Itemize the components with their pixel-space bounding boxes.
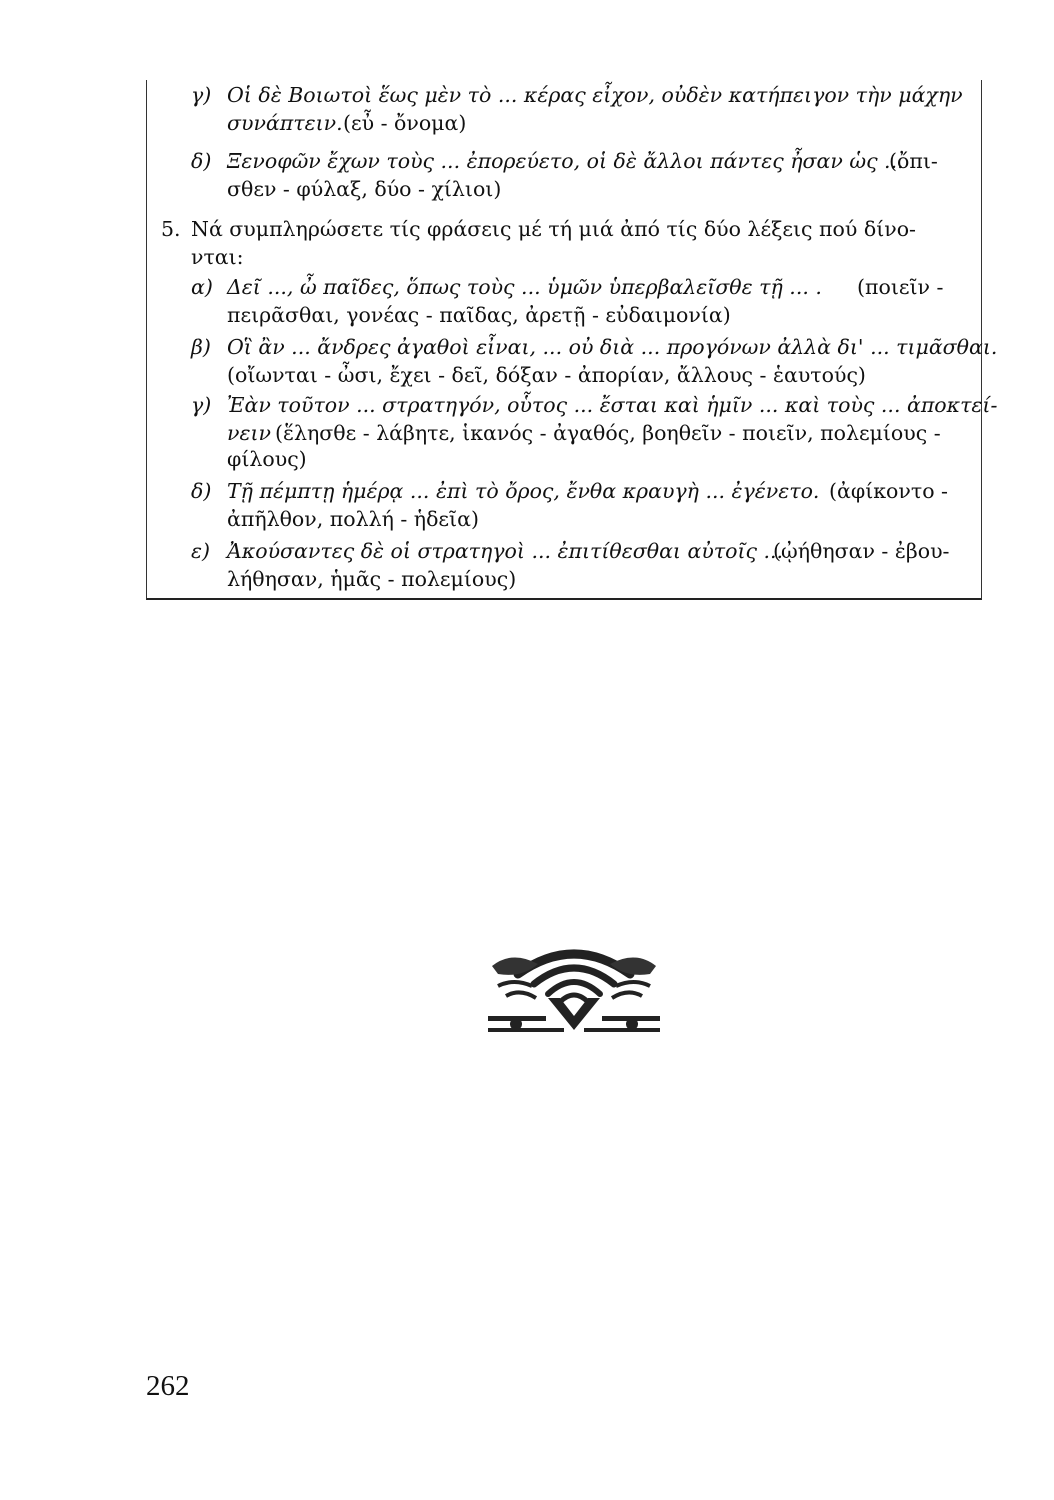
exercise-text: συνάπτειν. [227,111,343,135]
exercise-text: Ἀκούσαντες δὲ οἱ στρατηγοὶ ... ἐπιτίθεσθαι αὐτοῖς ... [227,539,784,563]
exercise-hint: (ἀφίκοντο - [829,479,948,503]
exercise-hint: λήθησαν, ἡμᾶς - πολεμίους) [227,567,517,591]
exercise-hint: πειρᾶσθαι, γονέας - παῖδας, ἀρετῇ - εὐδαιμονία) [227,303,731,327]
exercise-text: Ἐὰν τοῦτον ... στρατηγόν, οὗτος ... ἔσται καὶ ἡμῖν ... καὶ τοὺς ... ἀποκτεί- [227,393,998,417]
exercise-text: Τῇ πέμπτῃ ἡμέρᾳ ... ἐπὶ τὸ ὄρος, ἔνθα κραυγὴ ... ἐγένετο. [227,479,820,503]
exercise-hint: (ἕλησθε - λάβητε, ἱκανός - ἀγαθός, βοηθεῖν - ποιεῖν, πολεμίους - [275,421,941,445]
item-label-b: β) [191,335,211,359]
exercise-number: 5. [161,217,181,241]
item-label-g: γ) [191,393,212,417]
item-label-d: δ) [191,479,212,503]
exercise-text: Ξενοφῶν ἔχων τοὺς ... ἐπορεύετο, οἱ δὲ ἄλλοι πάντες ἦσαν ὡς ... [227,149,904,173]
exercise-hint: (ᾠήθησαν - ἐβου- [773,539,950,563]
exercise-hint: (ὄπι- [889,149,938,173]
exercise-hint: φίλους) [227,447,307,471]
exercise-instruction: Νά συμπληρώσετε τίς φράσεις μέ τή μιά ἀπό τίς δύο λέξεις πού δίνο- [191,217,916,241]
exercise-text: Δεῖ ..., ὦ παῖδες, ὅπως τοὺς ... ὑμῶν ὑπερβαλεῖσθε τῇ ... . [227,275,822,299]
item-label-g: γ) [191,83,212,107]
exercise-instruction: νται: [191,245,244,269]
item-label-d: δ) [191,149,212,173]
page-number: 262 [146,1370,190,1402]
item-label-e: ε) [191,539,210,563]
exercise-text: Οἳ ἂν ... ἄνδρες ἀγαθοὶ εἶναι, ... οὐ διὰ ... προγόνων ἀλλὰ δι' ... τιμᾶσθαι. [227,335,998,359]
exercise-hint: ἀπῆλθον, πολλή - ἡδεῖα) [227,507,479,531]
exercise-box [146,80,998,600]
fleuron-ornament-icon [488,944,660,1040]
exercise-hint: (ποιεῖν - [857,275,944,299]
exercise-hint: (οἴωνται - ὦσι, ἔχει - δεῖ, δόξαν - ἀπορίαν, ἄλλους - ἑαυτούς) [227,363,866,387]
item-label-a: α) [191,275,213,299]
exercise-hint: (εὖ - ὄνομα) [343,111,467,135]
exercise-text: Οἱ δὲ Βοιωτοὶ ἕως μὲν τὸ ... κέρας εἶχον, οὐδὲν κατήπειγον τὴν μάχην [227,83,963,107]
exercise-hint: σθεν - φύλαξ, δύο - χίλιοι) [227,177,502,201]
exercise-text: νειν [227,421,271,445]
